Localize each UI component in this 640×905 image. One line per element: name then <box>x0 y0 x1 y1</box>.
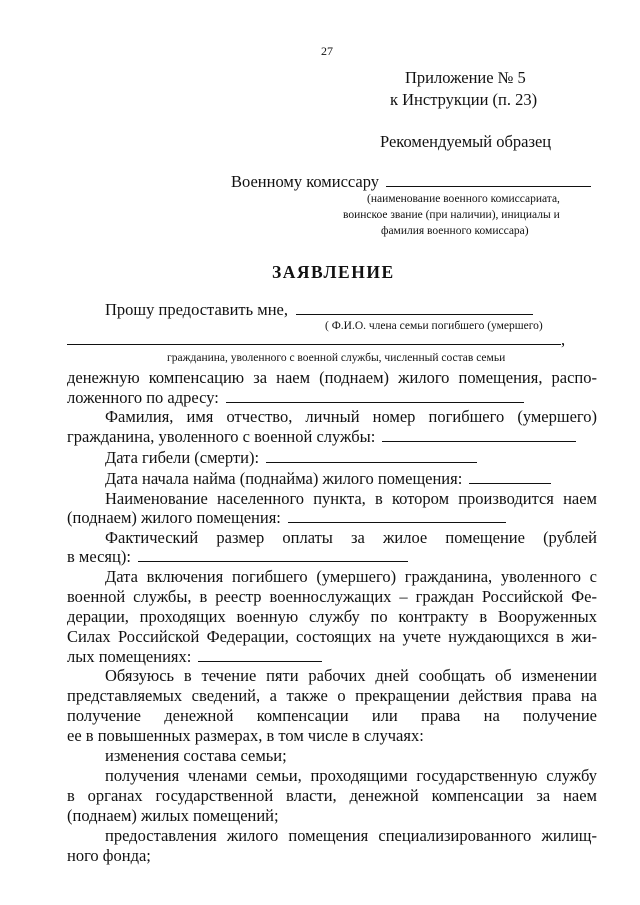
body-line-22: в органах государственной власти, денежной компенсации за наем <box>67 786 597 805</box>
body-line-23: (поднаем) жилых помещений; <box>67 806 279 825</box>
address-line <box>67 388 524 408</box>
citizen-comma: , <box>561 330 566 349</box>
page-number: 27 <box>321 44 333 58</box>
request-line <box>105 300 533 320</box>
body-line-19: ее в повышенных размерах, в том числе в случаях: <box>67 726 424 745</box>
request-text: Прошу предоставить мне, <box>105 300 288 319</box>
addressee-label <box>231 172 591 192</box>
rent-start-blank <box>469 482 551 484</box>
death-date-line <box>105 448 477 468</box>
payment-label: в месяц): <box>67 547 131 566</box>
rent-start-line <box>105 469 551 489</box>
registry-line <box>67 647 322 667</box>
body-line-13: дерации, проходящих военную службу по контракту в Вооруженных <box>67 607 597 626</box>
name-line <box>67 427 576 447</box>
body-line-16: Обязуюсь в течение пяти рабочих дней сообщать об изменении <box>105 666 597 685</box>
document-title: ЗАЯВЛЕНИЕ <box>272 262 395 282</box>
addressee-note-1: (наименование военного комиссариата, <box>367 193 560 205</box>
body-line-20: изменения состава семьи; <box>105 746 287 765</box>
settlement-label: (поднаем) жилого помещения: <box>67 508 281 527</box>
addressee-text: Военному комиссару <box>231 172 380 191</box>
addressee-note-3: фамилия военного комиссара) <box>381 225 529 237</box>
body-line-12: военной службы, в реестр военнослужащих – граждан Российской Фе- <box>67 587 597 606</box>
body-line-18: получение денежной компенсации или права на получение <box>67 706 597 725</box>
body-line-21: получения членами семьи, проходящими государственную службу <box>105 766 597 785</box>
address-label: ложенного по адресу: <box>67 388 219 407</box>
settlement-blank <box>288 521 506 523</box>
registry-label: лых помещениях: <box>67 647 192 666</box>
body-line-11: Дата включения погибшего (умершего) гражданина, уволенного с <box>105 567 597 586</box>
body-line-3: Фамилия, имя отчество, личный номер погибшего (умершего) <box>105 407 597 426</box>
name-label: гражданина, уволенного с военной службы: <box>67 427 376 446</box>
payment-blank <box>138 560 408 562</box>
body-line-7: Наименование населенного пункта, в котором производится наем <box>105 489 597 508</box>
death-date-blank <box>266 461 477 463</box>
body-line-17: представляемых сведений, а также о прекращении действия права на <box>67 686 597 705</box>
body-line-24: предоставления жилого помещения специализированного жилищ- <box>105 826 597 845</box>
registry-blank <box>198 660 322 662</box>
body-line-14: Силах Российской Федерации, состоящих на учете нуждающихся в жи- <box>67 627 597 646</box>
name-blank <box>382 440 576 442</box>
fio-blank <box>296 313 533 315</box>
body-line-9: Фактический размер оплаты за жилое помещение (рублей <box>105 528 597 547</box>
addressee-note-2: воинское звание (при наличии), инициалы и <box>343 209 560 221</box>
citizen-note: гражданина, уволенного с военной службы, численный состав семьи <box>167 352 506 364</box>
addressee-blank <box>386 185 591 187</box>
body-line-25: ного фонда; <box>67 846 151 865</box>
payment-line <box>67 547 408 567</box>
citizen-blank <box>67 343 561 345</box>
appendix-number: Приложение № 5 <box>405 68 526 87</box>
citizen-line <box>67 330 565 350</box>
sample-label: Рекомендуемый образец <box>380 132 552 151</box>
death-date-label: Дата гибели (смерти): <box>105 448 260 467</box>
address-blank <box>226 401 524 403</box>
fio-note: ( Ф.И.О. члена семьи погибшего (умершего) <box>325 320 543 332</box>
body-line-1: денежную компенсацию за наем (поднаем) жилого помещения, распо- <box>67 368 597 387</box>
appendix-reference: к Инструкции (п. 23) <box>390 90 538 109</box>
settlement-line <box>67 508 506 528</box>
rent-start-label: Дата начала найма (поднайма) жилого помещения: <box>105 469 463 488</box>
